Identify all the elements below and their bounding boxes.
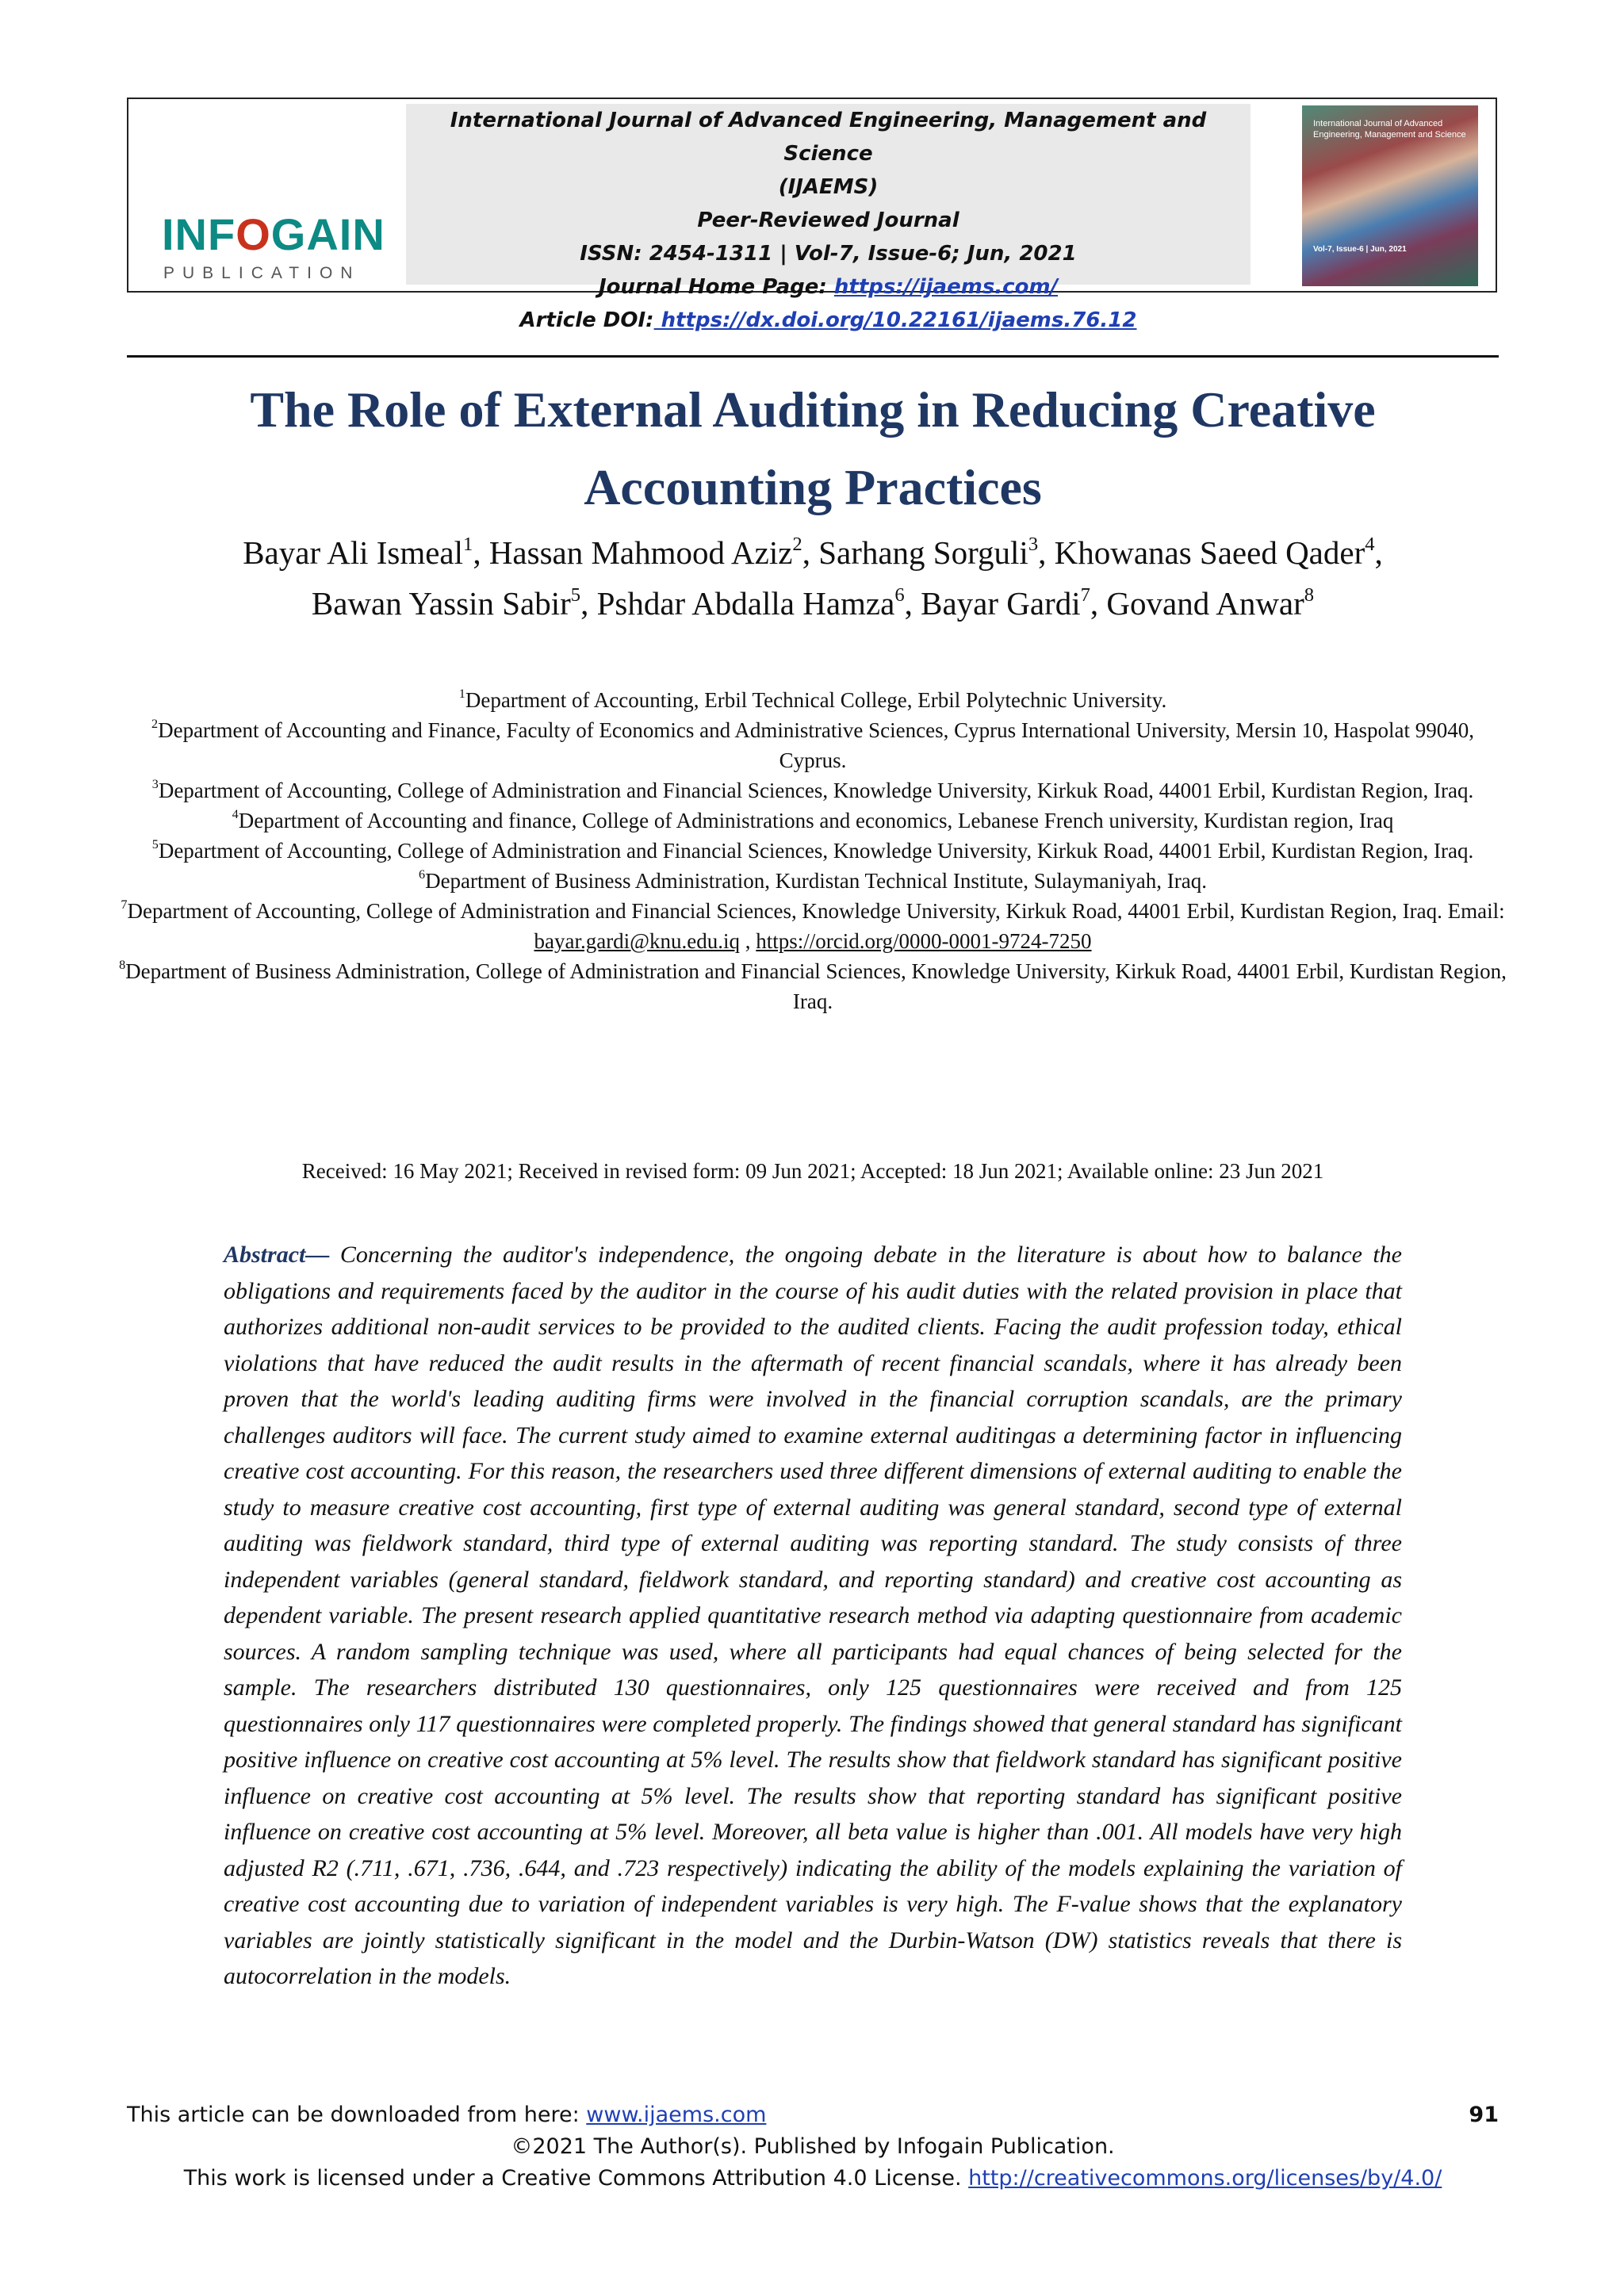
header-divider [127, 355, 1499, 358]
home-page-link[interactable]: https://ijaems.com/ [833, 275, 1059, 299]
copyright-line: ©2021 The Author(s). Published by Infogain Publication. [511, 2134, 1115, 2159]
author: Sarhang Sorguli$^3$ [818, 533, 1039, 571]
journal-abbrev: (IJAEMS) [778, 175, 879, 199]
affiliation: $^4$Department of Accounting and finance, College of Administrations and economics, Lebanese French university, Kurdistan region, Iraq [232, 807, 1394, 832]
license-line: This work is licensed under a Creative Commons Attribution 4.0 License. http://creativecommons.org/licenses/by/4.0/ [183, 2166, 1442, 2191]
author: Bayar Ali Ismeal$^1$ [243, 533, 473, 571]
issn-line: ISSN: 2454-1311 | Vol-7, Issue-6; Jun, 2021 [580, 242, 1077, 266]
paper-title: The Role of External Auditing in Reducing Creative Accounting Practices [250, 381, 1376, 515]
author: Bawan Yassin Sabir$^5$ [311, 584, 581, 622]
affiliation: $^8$Department of Business Administration, College of Administration and Financial Sciences, Knowledge University, Kirkuk Road, 44001 Erbil, Kurdistan Region, Iraq. [119, 958, 1507, 1013]
author-list: Bayar Ali Ismeal$^1$, Hassan Mahmood Aziz$^2$, Sarhang Sorguli$^3$, Khowanas Saeed Qader$^4$, Bawan Yassin Sabir$^5$, Pshdar Abdalla Hamza$^6$, Bayar Gardi$^7$, Govand Anwar$^8$ [243, 533, 1383, 622]
logo-subtitle: PUBLICATION [163, 264, 361, 282]
author: Hassan Mahmood Aziz$^2$ [488, 533, 802, 571]
received-dates: Received: 16 May 2021; Received in revised form: 09 Jun 2021; Accepted: 18 Jun 2021; Available online: 23 Jun 2021 [301, 1159, 1324, 1183]
journal-cover-image [1302, 105, 1478, 286]
page-number: 91 [1469, 2103, 1499, 2127]
author: Khowanas Saeed Qader$^4$ [1054, 533, 1375, 571]
download-link[interactable]: www.ijaems.com [586, 2103, 767, 2127]
author: Pshdar Abdalla Hamza$^6$ [596, 584, 905, 622]
infogain-logo [144, 105, 406, 286]
affiliation: $^5$Department of Accounting, College of Administration and Financial Sciences, Knowledge University, Kirkuk Road, 44001 Erbil, Kurdistan Region, Iraq. [151, 837, 1474, 863]
home-page-line: Journal Home Page: https://ijaems.com/ [598, 275, 1059, 299]
affiliation: $^1$Department of Accounting, Erbil Technical College, Erbil Polytechnic University. [458, 687, 1167, 712]
orcid-link[interactable]: https://orcid.org/0000-0001-9724-7250 [756, 929, 1092, 953]
affiliation-list [119, 685, 1507, 1016]
cover-issue: Vol-7, Issue-6 | Jun, 2021 [1313, 245, 1407, 254]
peer-reviewed-label: Peer-Reviewed Journal [697, 209, 959, 232]
journal-name: International Journal of Advanced Engineering, Management and Science [450, 109, 1207, 166]
journal-header [127, 98, 1497, 332]
author: Govand Anwar$^8$ [1106, 584, 1315, 622]
logo-wordmark: INFOGAIN [162, 209, 385, 259]
cover-title: International Journal of Advanced Engineering, Management and Science [1313, 119, 1466, 140]
affiliation: $^7$Department of Accounting, College of Administration and Financial Sciences, Knowledge University, Kirkuk Road, 44001 Erbil, Kurdistan Region, Iraq. Email: bayar.gardi@knu.edu.iq , https://orcid.org/0000-0001-9724-7250 [121, 897, 1505, 953]
author: Bayar Gardi$^7$ [921, 584, 1090, 622]
affiliation: $^2$Department of Accounting and Finance, Faculty of Economics and Administrative Sciences, Cyprus International University, Mersin 10, Haspolat 99040, Cyprus. [151, 717, 1474, 772]
doi-line: Article DOI: https://dx.doi.org/10.22161/ijaems.76.12 [519, 308, 1137, 332]
affiliation: $^6$Department of Business Administration, Kurdistan Technical Institute, Sulaymaniyah, Iraq. [418, 867, 1207, 893]
doi-link[interactable]: https://dx.doi.org/10.22161/ijaems.76.12 [653, 308, 1137, 332]
abstract: Abstract— Concerning the auditor's independence, the ongoing debate in the literature is about how to balance the obligations and requirements faced by the auditor in the course of his audit duties with the related provision in place that authorizes additional non-audit services to be provided to the audited clients. Facing the audit profession today, ethical violations that have reduced the audit results in the aftermath of recent financial scandals, where it has already been proven that the world's leading auditing firms were involved in the financial corruption scandals, are the primary challenges auditors will face. The current study aimed to examine external auditingas a determining factor in influencing creative cost accounting. For this reason, the researchers used three different dimensions of external auditing to enable the study to measure creative cost accounting, first type of external auditing was general standard, second type of external auditing was fieldwork standard, third type of external auditing was reporting standard. The study consists of three independent variables (general standard, fieldwork standard, and reporting standard) and creative cost accounting as dependent variable. The present research applied quantitative research method via adapting questionnaire from academic sources. A random sampling technique was used, where all participants had equal chances of being selected for the sample. The researchers distributed 130 questionnaires, only 125 questionnaires were received and from 125 questionnaires only 117 questionnaires were completed properly. The findings showed that general standard has significant positive influence on creative cost accounting at 5% level. The results show that fieldwork standard has significant positive influence on creative cost accounting at 5% level. The results show that reporting standard has significant positive influence on creative cost accounting at 5% level. Moreover, all beta value is higher than .001. All models have very high adjusted R2 (.711, .671, .736, .644, and .723 respectively) indicating the ability of the models explaining the variation of creative cost accounting due to variation of independent variables is very high. The F-value shows that the explanatory variables are jointly statistically significant in the model and the Durbin-Watson (DW) statistics reveals that there is autocorrelation in the models. [224, 1242, 1403, 1989]
journal-info [406, 104, 1251, 332]
license-link[interactable]: http://creativecommons.org/licenses/by/4.0/ [968, 2166, 1442, 2191]
abstract-label: Abstract [224, 1242, 306, 1268]
abstract-text: Concerning the auditor's independence, the ongoing debate in the literature is about how to balance the obligations and requirements faced by the auditor in the course of his audit duties with the related provision in place that authorizes additional non-audit services to be provided to the audited clients. Facing the audit profession today, ethical violations that have reduced the audit results in the aftermath of recent financial scandals, where it has already been proven that the world's leading auditing firms were involved in the financial corruption scandals, are the primary challenges auditors will face. The current study aimed to examine external auditingas a determining factor in influencing creative cost accounting. For this reason, the researchers used three different dimensions of external auditing to enable the study to measure creative cost accounting, first type of external auditing was general standard, second type of external auditing was fieldwork standard, third type of external auditing was reporting standard. The study consists of three independent variables (general standard, fieldwork standard, and reporting standard) and creative cost accounting as dependent variable. The present research applied quantitative research method via adapting questionnaire from academic sources. A random sampling technique was used, where all participants had equal chances of being selected for the sample. The researchers distributed 130 questionnaires, only 125 questionnaires were received and from 125 questionnaires only 117 questionnaires were completed properly. The findings showed that general standard has significant positive influence on creative cost accounting at 5% level. The results show that fieldwork standard has significant positive influence on creative cost accounting at 5% level. The results show that reporting standard has significant positive influence on creative cost accounting at 5% level. Moreover, all beta value is higher than .001. All models have very high adjusted R2 (.711, .671, .736, .644, and .723 respectively) indicating the ability of the models explaining the variation of creative cost accounting due to variation of independent variables is very high. The F-value shows that the explanatory variables are jointly statistically significant in the model and the Durbin-Watson (DW) statistics reveals that there is autocorrelation in the models. [224, 1242, 1403, 1989]
download-label: This article can be downloaded from here: [127, 2103, 587, 2127]
affiliation: $^3$Department of Accounting, College of Administration and Financial Sciences, Knowledge University, Kirkuk Road, 44001 Erbil, Kurdistan Region, Iraq. [151, 777, 1474, 802]
email-link[interactable]: bayar.gardi@knu.edu.iq [534, 929, 741, 953]
page-footer [127, 2099, 1499, 2195]
